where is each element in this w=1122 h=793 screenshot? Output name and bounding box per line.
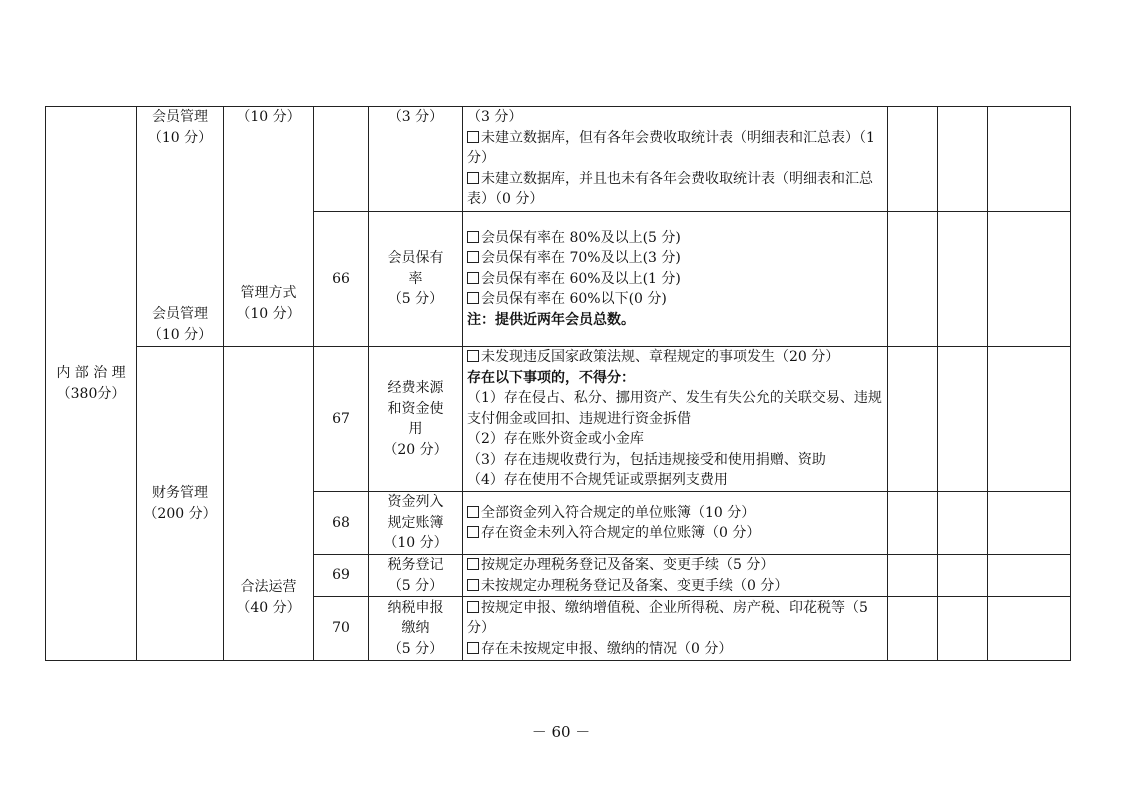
- criteria-line: 未建立数据库，但有各年会费收取统计表（明细表和汇总表）（1 分）: [467, 129, 875, 166]
- row-no-cell: [314, 212, 369, 347]
- row70-item-line: 缴纳: [401, 620, 430, 637]
- remark-cell: [988, 555, 1071, 597]
- row68-item-line: 资金列入: [387, 494, 444, 511]
- row-item-cell: [369, 347, 463, 492]
- page-number: － 60 －: [531, 723, 591, 741]
- row69-criteria: [463, 555, 888, 597]
- row67-item-line: 经费来源: [387, 380, 444, 396]
- row68-criteria: [463, 492, 888, 555]
- row69-item-line: （5 分）: [387, 577, 444, 594]
- row-item-cell: [369, 597, 463, 661]
- score-cell: [938, 347, 988, 492]
- management-method: [224, 283, 313, 345]
- row69-no: 69: [332, 567, 350, 584]
- row66-item-line: 会员保有: [387, 250, 444, 267]
- criteria-heading: 存在以下事项的，不得分：: [467, 369, 635, 386]
- checkbox-icon: [467, 558, 479, 570]
- row67-no: 67: [332, 410, 350, 427]
- criteria-line: 按规定办理税务登记及备案、变更手续（5 分）: [467, 555, 883, 576]
- score-cell: [888, 555, 938, 597]
- membership-cell: [137, 107, 224, 347]
- criteria-line: （4）存在使用不合规凭证或票据列支费用: [467, 472, 728, 488]
- row66-no: 66: [332, 270, 350, 287]
- management-method-score: （10 分）: [236, 305, 301, 322]
- criteria-line: 会员保有率在 60%以下(0 分): [467, 289, 883, 310]
- row-item-cell: [369, 107, 463, 212]
- checkbox-icon: [467, 506, 479, 518]
- criteria-line: 会员保有率在 60%及以上(1 分): [467, 269, 883, 290]
- checkbox-icon: [467, 642, 479, 654]
- criteria-line: 未发现违反国家政策法规、章程规定的事项发生（20 分）: [467, 347, 883, 368]
- checkbox-icon: [467, 526, 479, 538]
- level1-name: 内 部 治 理: [56, 365, 126, 381]
- remark-cell: [988, 347, 1071, 492]
- criteria-line: 会员保有率在 70%及以上(3 分): [467, 248, 883, 269]
- row-no-cell: [314, 597, 369, 661]
- score-cell: [938, 212, 988, 347]
- row-no-cell: [314, 492, 369, 555]
- score-cell: [888, 347, 938, 492]
- checkbox-icon: [467, 272, 479, 284]
- membership-top-name: 会员管理: [152, 109, 208, 125]
- row-no-cell: [314, 347, 369, 492]
- row66-note: 注：提供近两年会员总数。: [467, 311, 635, 328]
- score-cell: [888, 597, 938, 661]
- remark-cell: [988, 492, 1071, 555]
- membership-sub-top-score: （10 分）: [236, 109, 301, 125]
- checkbox-icon: [467, 579, 479, 591]
- row68-item-line: 规定账簿: [387, 514, 444, 531]
- row66-item-line: （5 分）: [387, 291, 444, 308]
- row-item-cell: [369, 492, 463, 555]
- checkbox-icon: [467, 601, 479, 613]
- row70-criteria: [463, 597, 888, 661]
- score-cell: [938, 107, 988, 212]
- evaluation-table: [45, 106, 1071, 661]
- criteria-line: 存在未按规定申报、缴纳的情况（0 分）: [467, 639, 883, 660]
- membership-sub-cell: [224, 107, 314, 347]
- row68-no: 68: [332, 514, 350, 531]
- checkbox-icon: [467, 292, 479, 304]
- membership-top: [137, 107, 223, 148]
- criteria-line: （3 分）: [467, 109, 523, 125]
- criteria-line: 未按规定办理税务登记及备案、变更手续（0 分）: [467, 576, 883, 597]
- score-cell: [888, 492, 938, 555]
- checkbox-icon: [467, 231, 479, 243]
- checkbox-icon: [467, 251, 479, 263]
- row-cont-item-score: （3 分）: [387, 109, 444, 125]
- row67-criteria: [463, 347, 888, 492]
- criteria-line: 会员保有率在 80%及以上(5 分): [467, 228, 883, 249]
- level1-score: （380分）: [56, 385, 126, 402]
- management-method-name: 管理方式: [240, 285, 297, 301]
- legal-name: 合法运营: [240, 579, 297, 595]
- table-row: [46, 107, 1071, 212]
- legal-cell: [224, 347, 314, 661]
- row70-item-line: 纳税申报: [387, 599, 444, 616]
- criteria-line: （2）存在账外资金或小金库: [467, 431, 644, 447]
- row-no-cell: [314, 107, 369, 212]
- row-item-cell: [369, 212, 463, 347]
- remark-cell: [988, 107, 1071, 212]
- criteria-line: （1）存在侵占、私分、挪用资产、发生有失公允的关联交易、违规支付佣金或回扣、违规进行资金拆借: [467, 390, 882, 427]
- score-cell: [938, 597, 988, 661]
- row68-item-line: （10 分）: [383, 535, 448, 552]
- membership-bottom-name: 会员管理: [152, 306, 208, 322]
- finance-cell: [137, 347, 224, 661]
- score-cell: [938, 555, 988, 597]
- row-cont-criteria: [463, 107, 888, 212]
- membership-top-score: （10 分）: [147, 129, 213, 146]
- row67-item-line: 和资金使: [387, 400, 444, 417]
- score-cell: [938, 492, 988, 555]
- criteria-line: 按规定申报、缴纳增值税、企业所得税、房产税、印花税等（5 分）: [467, 599, 868, 637]
- row66-criteria: [463, 212, 888, 347]
- row69-item-line: 税务登记: [387, 557, 444, 573]
- score-cell: [888, 212, 938, 347]
- criteria-line: （3）存在违规收费行为，包括违规接受和使用捐赠、资助: [467, 451, 826, 468]
- row70-no: 70: [332, 620, 350, 637]
- row67-item-line: （20 分）: [383, 441, 448, 458]
- checkbox-icon: [467, 350, 479, 362]
- row70-item-line: （5 分）: [387, 640, 444, 657]
- row67-item-line: 用: [408, 421, 423, 437]
- row66-item-line: 率: [408, 270, 423, 287]
- checkbox-icon: [467, 131, 479, 143]
- score-cell: [888, 107, 938, 212]
- evaluation-table-wrapper: [45, 106, 1070, 660]
- remark-cell: [988, 597, 1071, 661]
- criteria-line: 未建立数据库，并且也未有各年会费收取统计表（明细表和汇总表）（0 分）: [467, 170, 873, 207]
- remark-cell: [988, 212, 1071, 347]
- finance-name: 财务管理: [152, 485, 208, 501]
- membership-bottom: [137, 304, 223, 345]
- row-item-cell: [369, 555, 463, 597]
- finance-score: （200 分）: [143, 505, 217, 522]
- legal-score: （40 分）: [236, 599, 301, 616]
- table-row: [46, 347, 1071, 492]
- checkbox-icon: [467, 172, 479, 184]
- criteria-line: 存在资金未列入符合规定的单位账簿（0 分）: [467, 523, 883, 544]
- criteria-line: 全部资金列入符合规定的单位账簿（10 分）: [467, 503, 883, 524]
- level1-cell: [46, 107, 137, 661]
- membership-bottom-score: （10 分）: [147, 326, 213, 343]
- row-no-cell: [314, 555, 369, 597]
